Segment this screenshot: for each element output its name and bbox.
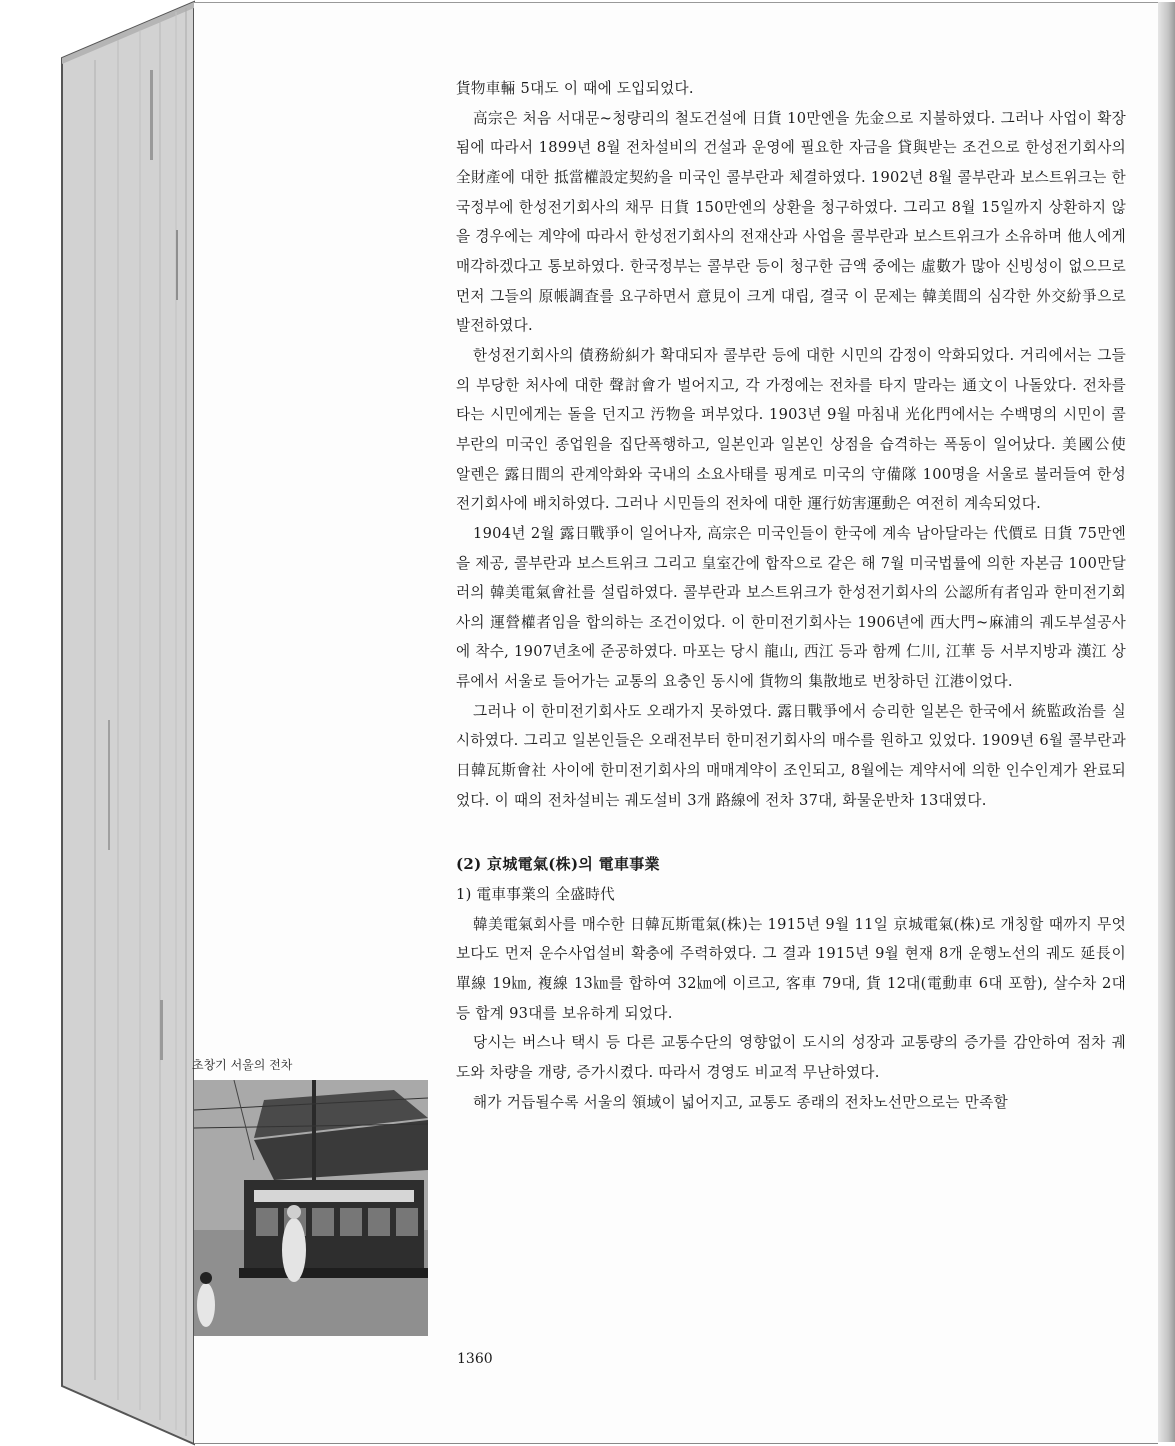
paragraph-7: 당시는 버스나 택시 등 다른 교통수단의 영향없이 도시의 성장과 교통량의 증가를 감안하여 점차 궤도와 차량을 개량, 증가시켰다. 따라서 경영도 비교적 무난하였다. (456, 1034, 1126, 1081)
paragraph-8: 해가 거듭될수록 서울의 領域이 넓어지고, 교통도 종래의 전차노선만으로는 만족할 (473, 1093, 1008, 1111)
paragraph-4: 1904년 2월 露日戰爭이 일어나자, 高宗은 미국인들이 한국에 계속 남아달라는 代價로 日貨 75만엔을 제공, 콜부란과 보스트위크 그리고 皇室간에 합작으로 같은 해 7월 미국법률에 의한 자본금 100만달러의 韓美電氣會社를 설립하였다. 콜부란과 보스트위크가 한성전기회사의 公認所有者임과 한미전기회사의 運營權者임을 합의하는 조건이었다. 이 한미전기회사는 1906년에 西大門~麻浦의 궤도부설공사에 착수, 1907년초에 준공하였다. 마포는 당시 龍山, 西江 등과 함께 仁川, 江華 등 서부지방과 漢江 상류에서 서울로 들어가는 교통의 요충인 동시에 貨物의 集散地로 번창하던 江港이었다. (456, 524, 1126, 691)
sub-heading: 1) 電車事業의 全盛時代 (456, 886, 616, 904)
paragraph-2: 高宗은 처음 서대문~청량리의 철도건설에 日貨 10만엔을 先金으로 지불하였다. 그러나 사업이 확장됨에 따라서 1899년 8월 전차설비의 건설과 운영에 필요한 자금을 貸與받는 조건으로 한성전기회사의 全財產에 대한 抵當權設定契約을 미국인 콜부란과 체결하였다. 1902년 8월 콜부란과 보스트위크는 한국정부에 한성전기회사의 채무 日貨 150만엔의 상환을 청구하였다. 그리고 8월 15일까지 상환하지 않을 경우에는 계약에 따라서 한성전기회사의 전재산과 사업을 콜부란과 보스트위크가 소유하며 他人에게 매각하겠다고 통보하였다. 한국정부는 콜부란 등이 청구한 금액 중에는 虛數가 많아 신빙성이 없으므로 먼저 그들의 原帳調査를 요구하면서 意見이 크게 대립, 결국 이 문제는 韓美間의 심각한 外交紛爭으로 발전하였다. (456, 109, 1126, 335)
page-number: 1360 (457, 1351, 493, 1367)
paragraph-6: 韓美電氣회사를 매수한 日韓瓦斯電氣(株)는 1915년 9월 11일 京城電氣(株)로 개칭할 때까지 무엇보다도 먼저 운수사업설비 확충에 주력하였다. 그 결과 1915년 9월 현재 8개 운행노선의 궤도 延長이 單線 19㎞, 複線 13㎞를 합하여 32㎞에 이르고, 客車 79대, 貨 12대(電動車 6대 포함), 살수차 2대 등 합계 93대를 보유하게 되었다. (456, 915, 1126, 1022)
paragraph-1: 貨物車輛 5대도 이 때에 도입되었다. (456, 80, 694, 97)
paragraph-5: 그러나 이 한미전기회사도 오래가지 못하였다. 露日戰爭에서 승리한 일본은 한국에서 統監政治를 실시하였다. 그리고 일본인들은 오래전부터 한미전기회사의 매수를 원하고 있었다. 1909년 6월 콜부란과 日韓瓦斯會社 사이에 한미전기회사의 매매계약이 조인되고, 8월에는 계약서에 의한 인수인계가 완료되었다. 이 때의 전차설비는 궤도설비 3개 路線에 전차 37대, 화물운반차 13대였다. (456, 702, 1126, 809)
paragraph-3: 한성전기회사의 債務紛糾가 확대되자 콜부란 등에 대한 시민의 감정이 악화되었다. 거리에서는 그들의 부당한 처사에 대한 聲討會가 벌어지고, 각 가정에는 전차를 타지 말라는 通文이 나돌았다. 전차를 타는 시민에게는 돌을 던지고 汚物을 퍼부었다. 1903년 9월 마침내 光化門에서는 수백명의 시민이 콜부란의 미국인 종업원을 집단폭행하고, 일본인과 일본인 상점을 습격하는 폭동이 일어났다. 美國公使 알렌은 露日間의 관계악화와 국내의 소요사태를 핑계로 미국의 守備隊 100명을 서울로 불러들여 한성전기회사에 배치하였다. 그러나 시민들의 전차에 대한 運行妨害運動은 여전히 계속되었다. (456, 346, 1126, 513)
tram-photo-illustration (194, 1080, 428, 1336)
page-edge-shadow (1158, 2, 1175, 1442)
photo-caption: 초창기 서울의 전차 (192, 1058, 293, 1072)
tram-photo (194, 1080, 428, 1336)
body-text (456, 74, 1126, 1117)
section-heading: (2) 京城電氣(株)의 電車事業 (456, 855, 660, 874)
